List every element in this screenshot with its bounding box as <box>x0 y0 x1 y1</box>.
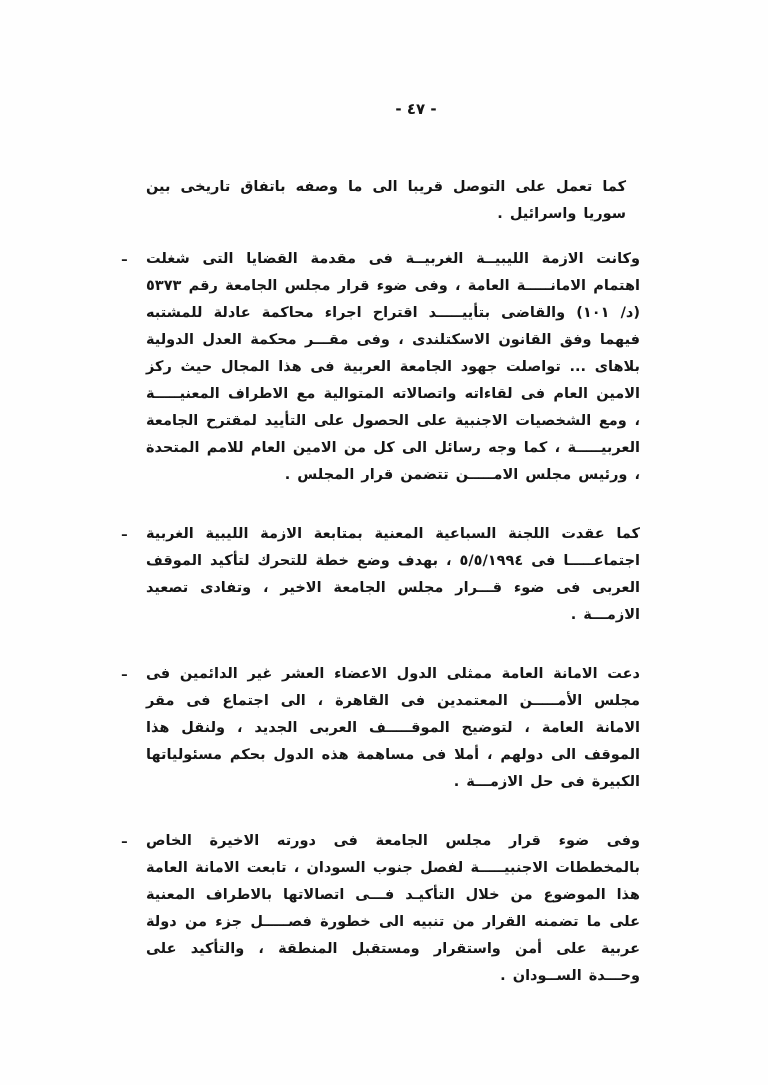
paragraph <box>122 174 640 228</box>
paragraph-dash-marker: ـ <box>122 831 127 847</box>
paragraph-text: كما تعمل على التوصل قريبا الى ما وصفه باتفاق تاريخى بين سوريا واسرائيل . <box>146 179 626 222</box>
paragraph-dash-marker: ـ <box>122 249 127 265</box>
paragraph-dash-marker: ـ <box>122 524 127 540</box>
paragraph-text: وفى ضوء قرار مجلس الجامعة فى دورته الاخيرة الخاص بالمخططات الاجنبيـــــة لفصل جنوب السودان ، تابعت الامانة العامة هذا الموضوع من خلال التأكيـد فـــى اتصالاتها بالاطراف المعنية على ما تضمنه القرار من تنبيه الى خطورة فصـــــل جزء من دولة عربية على أمن واستقرار ومستقبل المنطقة ، والتأكيد على وحـــدة الســودان . <box>146 833 640 984</box>
page-number: - ٤٧ - <box>395 100 437 118</box>
paragraph-text: دعت الامانة العامة ممثلى الدول الاعضاء العشر غير الدائمين فى مجلس الأمـــــن المعتمدين فى القاهرة ، الى اجتماع فى مقر الامانة العامة ، لتوضيح الموقـــــف العربى الجديد ، ولنقل هذا الموقف الى دولهم ، أملا فى مساهمة هذه الدول بحكم مسئولياتها الكبيرة فى حل الازمـــة . <box>146 666 640 790</box>
paragraph-text: كما عقدت اللجنة السباعية المعنية بمتابعة الازمة الليبية الغربية اجتماعـــــا فى ٥/٥/١٩٩٤ ، بهدف وضع خطة للتحرك لتأكيد الموقف العربى فى ضوء قـــرار مجلس الجامعة الاخير ، وتفادى تصعيد الازمـــة . <box>146 526 640 623</box>
paragraph-dash-marker: ـ <box>122 664 127 680</box>
paragraph-text: وكانت الازمة الليبيــة الغربيــة فى مقدمة القضايا التى شغلت اهتمام الامانـــــة العامة ، وفى ضوء قرار مجلس الجامعة رقم ٥٣٧٣ (د/ ١٠١) والقاضى بتأييـــــد اقتراح اجراء محاكمة عادلة للمشتبه فيهما وفق القانون الاسكتلندى ، وفى مقـــر محكمة العدل الدولية بلاهاى ... تواصلت جهود الجامعة العربية فى هذا المجال حيث ركز الامين العام فى لقاءاته واتصالاته المتوالية مع الاطراف المعنيـــــة ، ومع الشخصيات الاجنبية على الحصول على التأييد لمقترح الجامعة العربيـــــة ، كما وجه رسائل الى كل من الامين العام للامم المتحدة ، ورئيس مجلس الامـــــن تتضمن قرار المجلس . <box>146 251 640 483</box>
paragraph <box>122 661 640 796</box>
paragraph <box>122 246 640 489</box>
page-content <box>122 174 640 990</box>
paragraph <box>122 828 640 990</box>
paragraph <box>122 521 640 629</box>
